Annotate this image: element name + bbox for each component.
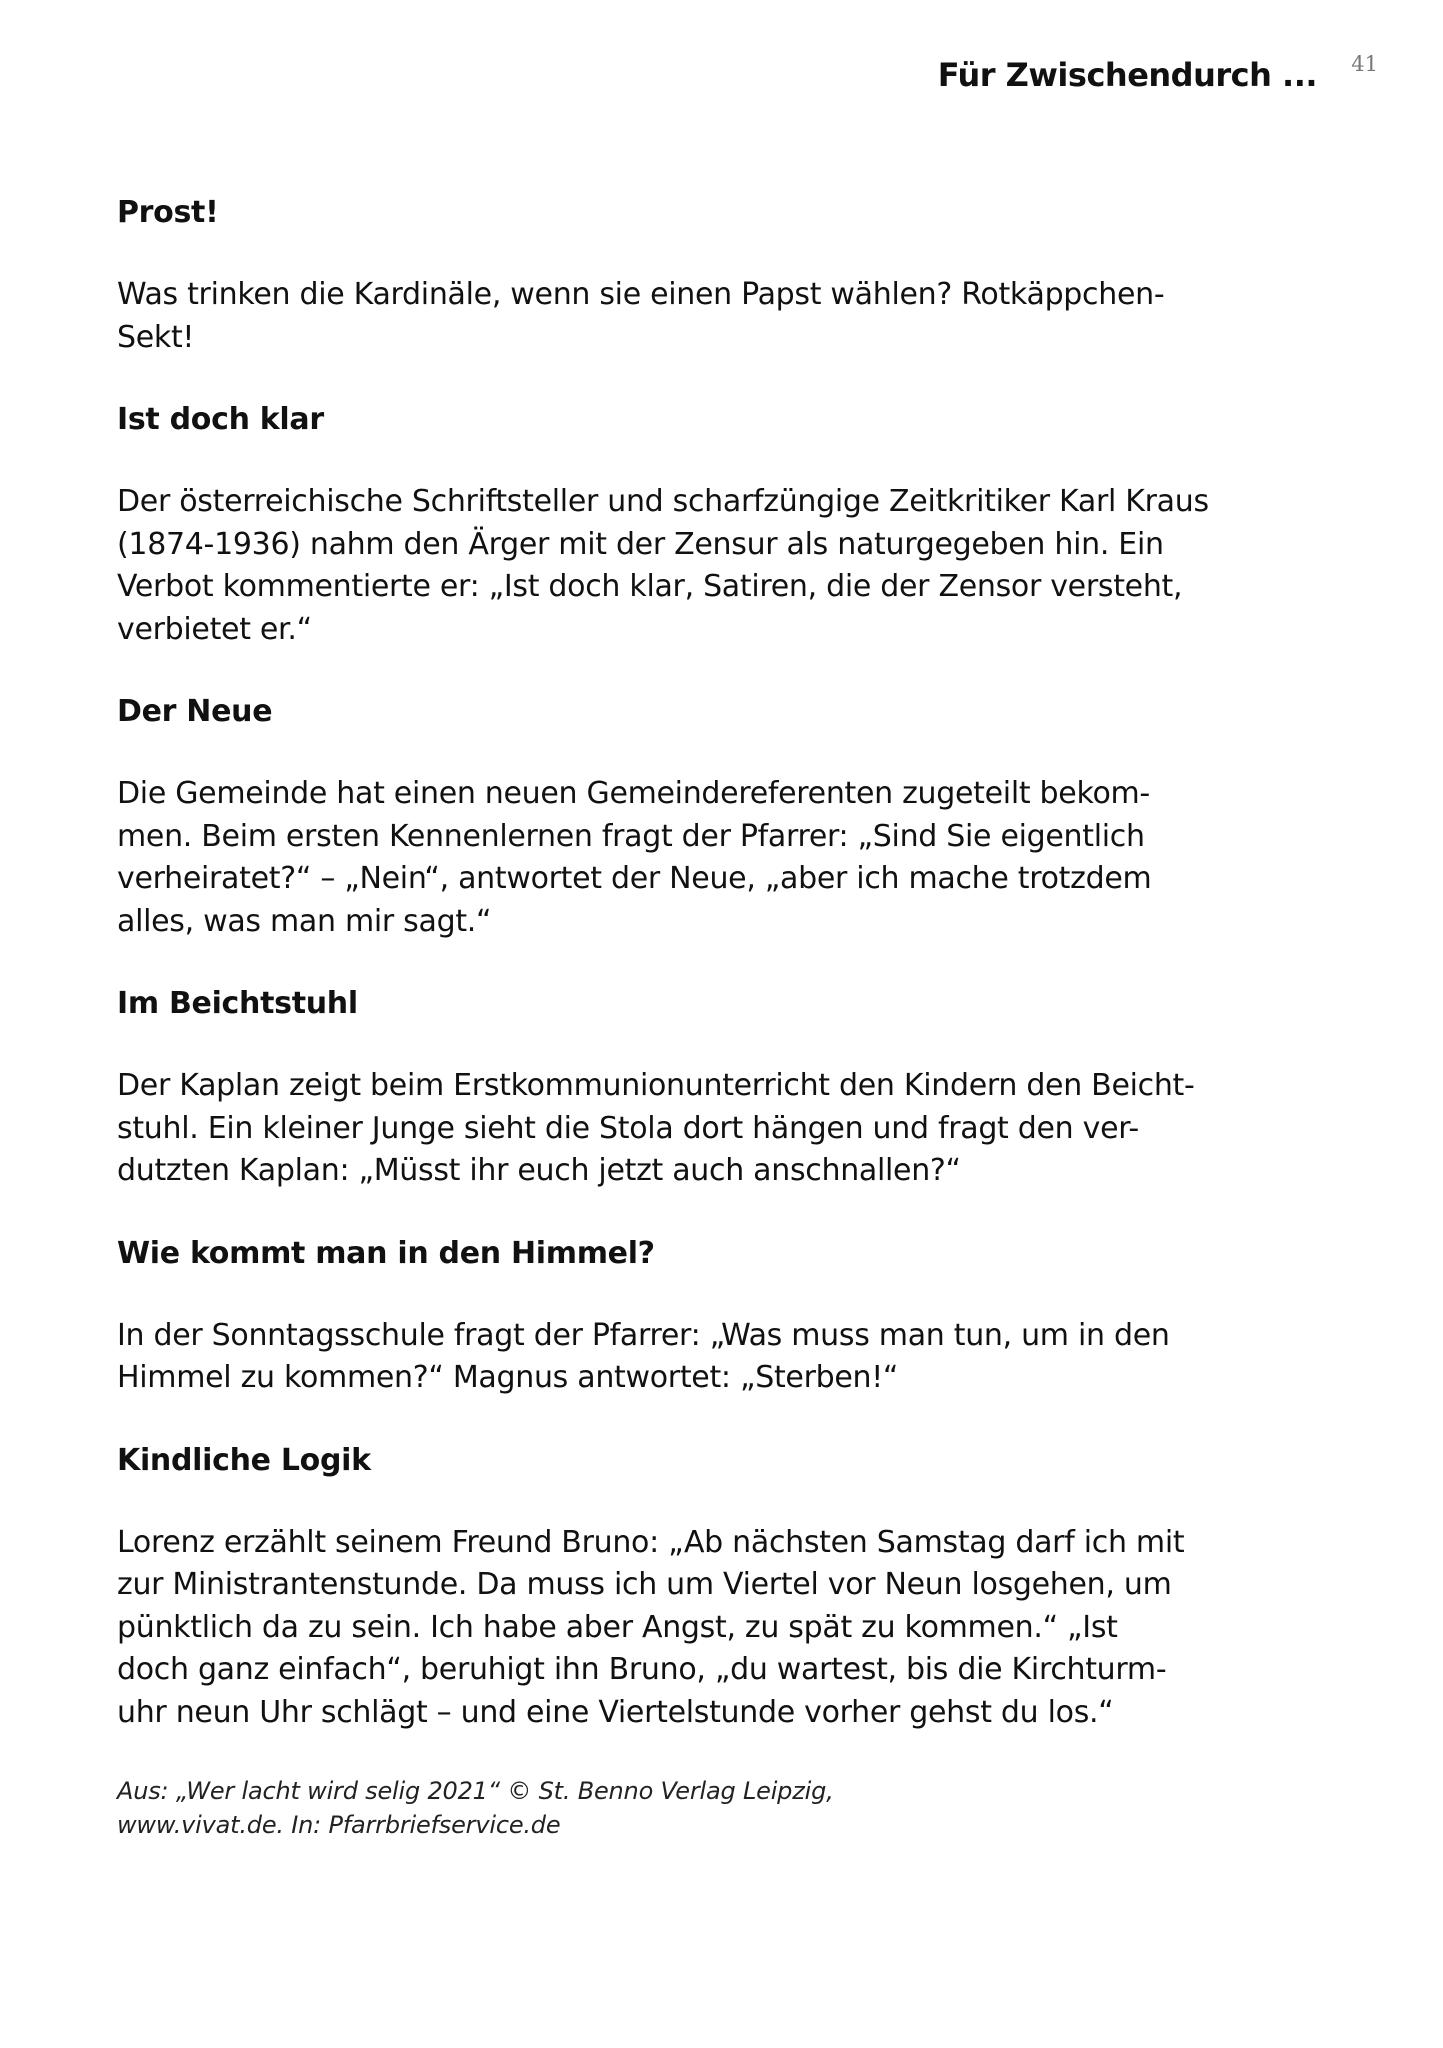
joke-title-himmel: Wie kommt man in den Himmel? bbox=[117, 1235, 655, 1271]
joke-title-kindliche-logik: Kindliche Logik bbox=[117, 1442, 371, 1478]
joke-text-der-neue: Die Gemeinde hat einen neuen Gemeindereferenten zugeteilt bekom- men. Beim ersten Kennenlernen fragt der Pfarrer: „Sind Sie eigentlich verheiratet?“ – „Nein“, antwortet der Neue, „aber ich mache trotzdem alles, was man mir sagt.“ bbox=[117, 776, 1152, 939]
joke-title-im-beichtstuhl: Im Beichtstuhl bbox=[117, 986, 358, 1021]
page-number: 41 bbox=[1351, 52, 1378, 76]
section-title: Für Zwischendurch ... bbox=[937, 56, 1317, 94]
joke-title-der-neue: Der Neue bbox=[117, 694, 273, 729]
joke-text-kindliche-logik: Lorenz erzählt seinem Freund Bruno: „Ab nächsten Samstag darf ich mit zur Ministrantenstunde. Da muss ich um Viertel vor Neun losgehen, um pünktlich da zu sein. Ich habe aber Angst, zu spät zu kommen.“ „Ist doch ganz einfach“, beruhigt ihn Bruno, „du wartest, bis die Kirchturm- uhr neun Uhr schlägt – und eine Viertelstunde vorher gehst du los.“ bbox=[117, 1524, 1185, 1730]
jokes-article bbox=[117, 192, 1332, 1842]
joke-title-prost: Prost! bbox=[117, 195, 219, 230]
page-header bbox=[0, 52, 1443, 112]
joke-title-ist-doch-klar: Ist doch klar bbox=[117, 402, 324, 437]
joke-text-himmel: In der Sonntagsschule fragt der Pfarrer: „Was muss man tun, um in den Himmel zu kommen?“ Magnus antwortet: „Sterben!“ bbox=[117, 1317, 1170, 1395]
joke-text-ist-doch-klar: Der österreichische Schriftsteller und scharfzüngige Zeitkritiker Karl Kraus (1874-1936) nahm den Ärger mit der Zensur als naturgegeben hin. Ein Verbot kommentierte er: „Ist doch klar, Satiren, die der Zensor versteht, verbietet er.“ bbox=[117, 484, 1209, 647]
source-credit: Aus: „Wer lacht wird selig 2021“ © St. Benno Verlag Leipzig, www.vivat.de. In: Pfarrbriefservice.de bbox=[117, 1777, 834, 1839]
joke-text-prost: Was trinken die Kardinäle, wenn sie einen Papst wählen? Rotkäppchen- Sekt! bbox=[117, 277, 1165, 355]
joke-text-im-beichtstuhl: Der Kaplan zeigt beim Erstkommunionunterricht den Kindern den Beicht- stuhl. Ein kleiner Junge sieht die Stola dort hängen und fragt den ver- dutzten Kaplan: „Müsst ihr euch jetzt auch anschnallen?“ bbox=[117, 1068, 1195, 1188]
